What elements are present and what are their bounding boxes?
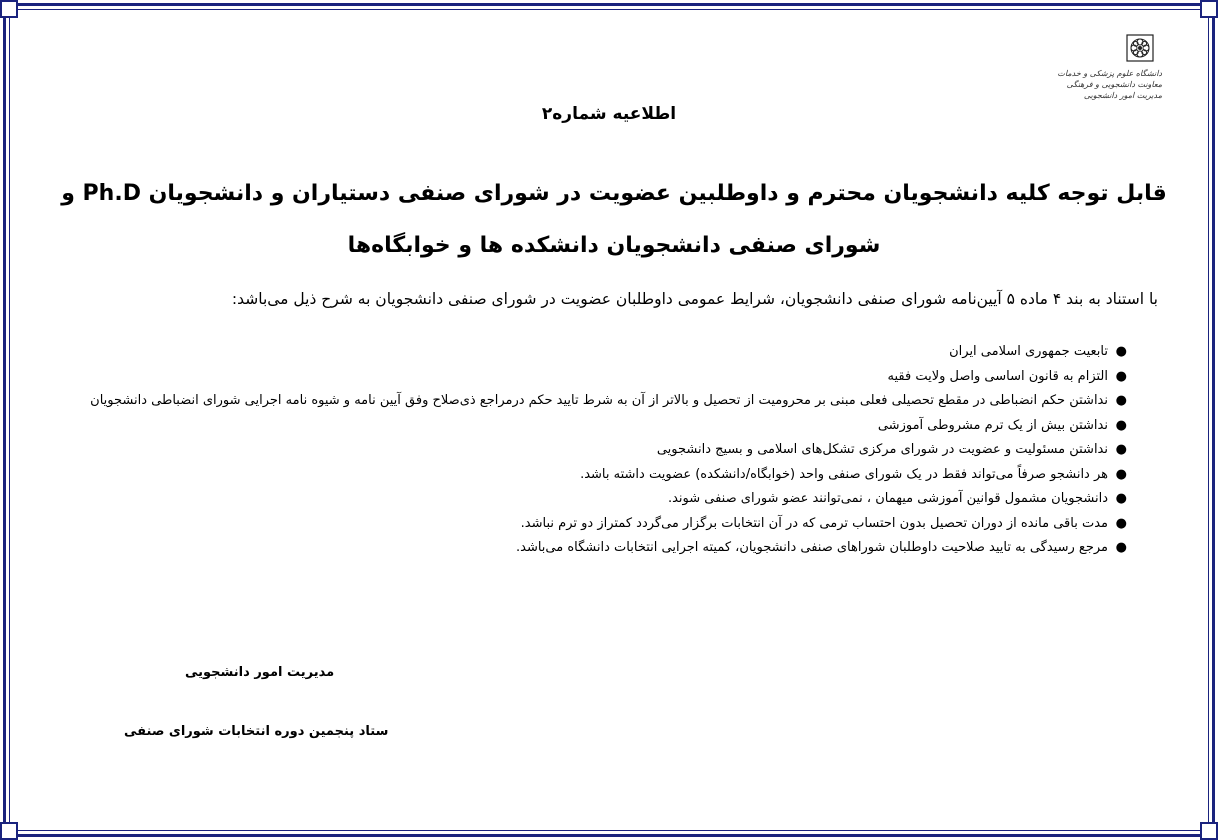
bullet-icon: ● [1115,540,1127,555]
signature-election-committee: ستاد پنجمین دوره انتخابات شورای صنفی [124,724,389,739]
bullet-icon: ● [1115,368,1127,384]
bullet-icon: ● [1115,344,1127,359]
notice-title: اطلاعیه شماره۲ [541,104,677,124]
condition-text: نداشتن مسئولیت و عضویت در شورای مرکزی تشکل‌های اسلامی و بسیج دانشجویی [656,442,1108,457]
border-corner-bottom-left [0,822,18,840]
condition-text: مرجع رسیدگی به تایید صلاحیت داوطلبان شوراهای صنفی دانشجویان، کمیته اجرایی انتخابات دانشگاه می‌باشد. [516,540,1108,555]
logo-line: معاونت دانشجویی و فرهنگی [1066,80,1162,89]
list-item [70,389,1130,414]
list-item [70,487,1130,512]
bullet-icon: ● [1115,466,1127,482]
condition-text: دانشجویان مشمول قوانین آموزشی میهمان ، نمی‌توانند عضو شورای صنفی شوند. [667,491,1108,506]
bullet-icon: ● [1115,393,1127,408]
list-item [70,365,1130,390]
condition-text: مدت باقی مانده از دوران تحصیل بدون احتساب ترمی که در آن انتخابات برگزار می‌گردد کمتراز دو ترم نباشد. [520,515,1108,531]
condition-text: نداشتن بیش از یک ترم مشروطی آموزشی [877,417,1108,433]
intro-paragraph: با استناد به بند ۴ ماده ۵ آیین‌نامه شورای صنفی دانشجویان، شرایط عمومی داوطلبان عضویت در شورای صنفی دانشجویان به شرح ذیل می‌باشد: [231,290,1158,308]
condition-text: هر دانشجو صرفاً می‌تواند فقط در یک شورای صنفی واحد (خوابگاه/دانشکده) عضویت داشته باشد. [580,466,1108,482]
condition-text: تابعیت جمهوری اسلامی ایران [949,344,1108,359]
condition-text: التزام به قانون اساسی واصل ولایت فقیه [887,368,1108,384]
conditions-list [70,340,1130,561]
bullet-icon: ● [1115,442,1127,457]
border-corner-bottom-right [1200,822,1218,840]
bullet-icon: ● [1115,417,1127,433]
notice-headline: قابل توجه کلیه دانشجویان محترم و داوطلبین عضویت در شورای صنفی دستیاران و دانشجویان Ph.D و شورای صنفی دانشجویان دانشکده ها و خوابگاه‌ها [61,181,1167,258]
logo-caption [1057,68,1162,101]
condition-text: نداشتن حکم انضباطی در مقطع تحصیلی فعلی مبنی بر محرومیت از تحصیل و بالاتر از آن به شرط تایید حکم درمراجع ذی‌صلاح وفق آیین نامه و شیوه نامه اجرایی شورای انضباطی دانشجویان [90,393,1108,408]
border-corner-top-left [0,0,18,18]
bullet-icon: ● [1115,515,1127,531]
university-emblem-icon [1126,34,1154,62]
list-item [70,414,1130,439]
logo-line: مدیریت امور دانشجویی [1083,91,1162,100]
list-item [70,438,1130,463]
list-item [70,536,1130,561]
border-corner-top-right [1200,0,1218,18]
list-item [70,512,1130,537]
list-item [70,340,1130,365]
signature-student-affairs: مدیریت امور دانشجویی [185,665,335,680]
list-item [70,463,1130,488]
bullet-icon: ● [1115,491,1127,506]
logo-line: دانشگاه علوم پزشکی و خدمات [1057,69,1162,78]
